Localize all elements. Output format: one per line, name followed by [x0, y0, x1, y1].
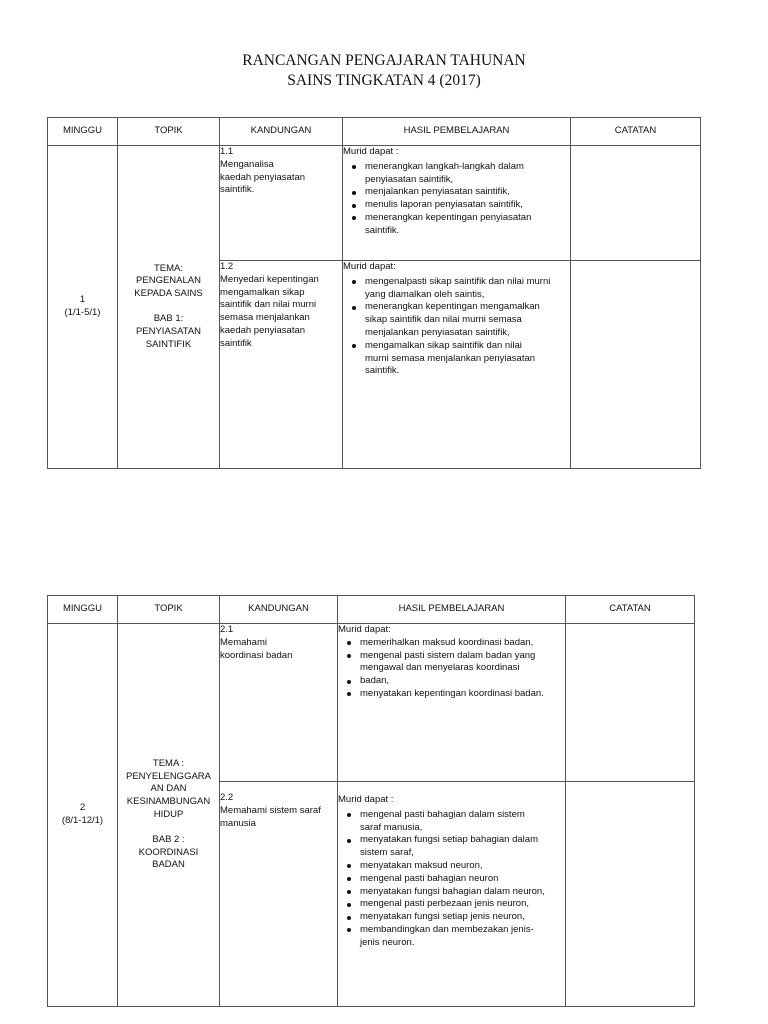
table-header-row [48, 596, 695, 624]
header-outcome: HASIL PEMBELAJARAN [343, 118, 571, 146]
outcome-intro: Murid dapat: [338, 624, 391, 635]
list-item: menyatakan fungsi bahagian dalam neuron, [360, 886, 565, 899]
header-topic: TOPIK [118, 596, 220, 624]
outcome-cell [338, 624, 566, 782]
header-content: KANDUNGAN [220, 596, 338, 624]
week-dates: (8/1-12/1) [61, 815, 104, 826]
header-content: KANDUNGAN [220, 118, 343, 146]
content-line: mengamalkan sikap [220, 286, 305, 298]
notes-cell [571, 261, 701, 469]
outcome-cell [338, 782, 566, 1007]
list-item: menyatakan maksud neuron, [360, 860, 565, 873]
list-item: memerihalkan maksud koordinasi badan, [360, 637, 565, 650]
content-line: Memahami [220, 636, 267, 648]
topic-theme-line: KEPADA SAINS [134, 288, 203, 300]
outcome-cell [343, 261, 571, 469]
topic-chapter-label: BAB 1: [153, 313, 184, 324]
list-item: menyatakan fungsi setiap jenis neuron, [360, 911, 565, 924]
list-item: mengenal pasti bahagian neuron [360, 873, 565, 886]
content-line: saintifik. [220, 184, 255, 196]
list-item: membandingkan dan membezakan jenis- jenis neuron. [360, 924, 565, 950]
list-item: badan, [360, 675, 565, 688]
list-item: menerangkan kepentingan penyiasatan saintifik. [365, 212, 570, 238]
outcome-cell [343, 146, 571, 261]
list-item: menulis laporan penyiasatan saintifik, [365, 199, 570, 212]
topic-theme-line: PENGENALAN [136, 275, 201, 287]
header-week: MINGGU [48, 596, 118, 624]
topic-cell [118, 146, 220, 469]
topic-chapter-line: SAINTIFIK [145, 338, 192, 350]
list-item: mengenalpasti sikap saintifik dan nilai murni yang diamalkan oleh saintis, [365, 276, 570, 302]
content-line: kaedah penyiasatan [220, 324, 306, 336]
list-item: menerangkan langkah-langkah dalam penyiasatan saintifik, [365, 161, 570, 187]
topic-theme-line: PENYELENGGARA [126, 770, 211, 782]
content-line: manusia [220, 817, 256, 829]
list-item: mengenal pasti bahagian dalam sistem saraf manusia, [360, 809, 565, 835]
lesson-plan-table-week-1 [47, 117, 701, 469]
topic-theme-line: KESINAMBUNGAN [126, 796, 211, 808]
outcome-list [343, 276, 570, 378]
content-cell [220, 146, 343, 261]
topic-theme-label: TEMA : [152, 757, 185, 769]
list-item: menyatakan kepentingan koordinasi badan. [360, 688, 565, 701]
week-cell [48, 146, 118, 469]
notes-cell [566, 624, 695, 782]
outcome-intro: Murid dapat : [338, 794, 394, 805]
topic-chapter-line: BADAN [152, 859, 185, 871]
content-line: koordinasi badan [220, 649, 293, 661]
header-notes: CATATAN [571, 118, 701, 146]
content-code: 1.1 [220, 146, 234, 157]
document-title [0, 51, 768, 91]
title-line-2: SAINS TINGKATAN 4 (2017) [287, 72, 481, 89]
content-cell [220, 782, 338, 1007]
list-item: menerangkan kepentingan mengamalkan sikap saintifik dan nilai murni semasa menjalankan penyiasatan saintifik, [365, 301, 570, 339]
list-item: mengenal pasti sistem dalam badan yang mengawal dan menyelaras koordinasi [360, 650, 565, 676]
outcome-list [343, 161, 570, 238]
content-line: Menganalisa [220, 158, 274, 170]
table-row [48, 146, 701, 261]
content-line: Menyedari kepentingan [220, 273, 319, 285]
topic-theme-line: HIDUP [153, 809, 184, 820]
topic-chapter-label: BAB 2 : [152, 833, 185, 845]
content-line: semasa menjalankan [220, 312, 310, 324]
header-notes: CATATAN [566, 596, 695, 624]
table-row [48, 624, 695, 782]
list-item: menjalankan penyiasatan saintifik, [365, 186, 570, 199]
week-cell [48, 624, 118, 1007]
content-code: 2.1 [220, 624, 234, 635]
outcome-list [338, 809, 565, 950]
week-number: 1 [79, 294, 86, 306]
content-line: saintifik [220, 337, 252, 349]
content-line: saintifik dan nilai murni [220, 299, 317, 311]
content-cell [220, 261, 343, 469]
content-code: 1.2 [220, 261, 234, 272]
week-dates: (1/1-5/1) [64, 307, 101, 318]
list-item: mengenal pasti perbezaan jenis neuron, [360, 898, 565, 911]
topic-chapter-line: PENYIASATAN [135, 325, 202, 337]
topic-cell [118, 624, 220, 1007]
week-number: 2 [79, 802, 86, 814]
content-cell [220, 624, 338, 782]
notes-cell [571, 146, 701, 261]
notes-cell [566, 782, 695, 1007]
content-line: kaedah penyiasatan [220, 171, 306, 183]
table-header-row [48, 118, 701, 146]
content-line: Memahami sistem saraf [220, 804, 321, 816]
topic-chapter-line: KOORDINASI [138, 846, 199, 858]
title-line-1: RANCANGAN PENGAJARAN TAHUNAN [242, 52, 526, 69]
header-topic: TOPIK [118, 118, 220, 146]
list-item: mengamalkan sikap saintifik dan nilai murni semasa menjalankan penyiasatan saintifik. [365, 340, 570, 378]
topic-theme-line: AN DAN [150, 783, 187, 795]
header-week: MINGGU [48, 118, 118, 146]
outcome-list [338, 637, 565, 701]
header-outcome: HASIL PEMBELAJARAN [338, 596, 566, 624]
outcome-intro: Murid dapat : [343, 146, 399, 157]
outcome-intro: Murid dapat: [343, 261, 396, 272]
content-code: 2.2 [220, 792, 234, 803]
list-item: menyatakan fungsi setiap bahagian dalam sistem saraf, [360, 834, 565, 860]
topic-theme-label: TEMA: [153, 262, 184, 274]
lesson-plan-table-week-2 [47, 595, 695, 1007]
